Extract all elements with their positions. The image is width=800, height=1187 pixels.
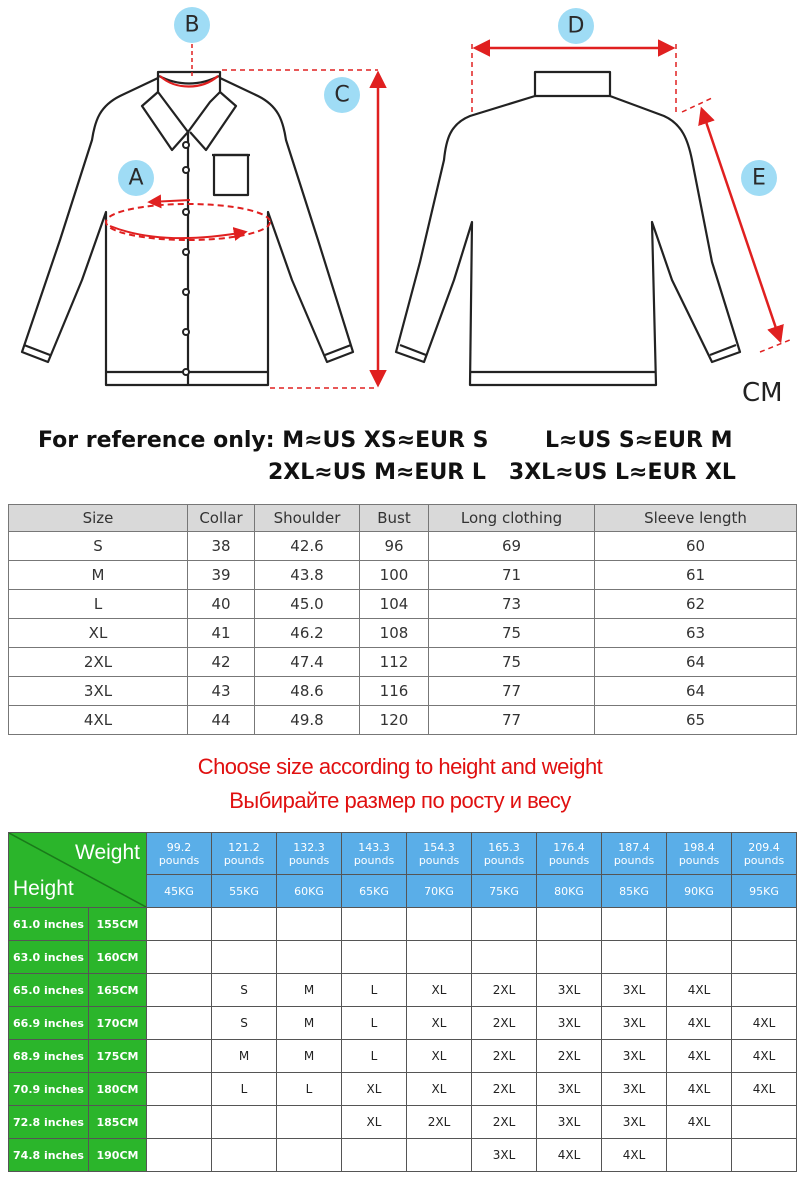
size-recommendation-cell xyxy=(407,941,472,974)
size-table-cell: 43 xyxy=(188,677,255,706)
weight-height-corner xyxy=(9,833,147,908)
size-recommendation-cell xyxy=(732,1106,797,1139)
height-row xyxy=(9,908,797,941)
size-table-cell: 43.8 xyxy=(255,561,360,590)
size-table-cell: 42.6 xyxy=(255,532,360,561)
size-recommendation-cell: 4XL xyxy=(667,1073,732,1106)
size-recommendation-cell xyxy=(342,941,407,974)
size-table-cell: 100 xyxy=(360,561,429,590)
pounds-header-cell: 99.2 pounds xyxy=(147,833,212,875)
size-table-header: Long clothing xyxy=(429,505,595,532)
size-recommendation-cell: 2XL xyxy=(472,1040,537,1073)
size-recommendation-cell xyxy=(602,908,667,941)
badge-e xyxy=(741,160,777,196)
size-recommendation-cell: 3XL xyxy=(537,1007,602,1040)
height-cm-cell: 185CM xyxy=(89,1106,147,1139)
size-table-cell: M xyxy=(9,561,188,590)
size-recommendation-cell: 3XL xyxy=(602,1106,667,1139)
height-inches-cell: 61.0 inches xyxy=(9,908,89,941)
height-inches-cell: 68.9 inches xyxy=(9,1040,89,1073)
size-table-cell: 38 xyxy=(188,532,255,561)
size-table-cell: 46.2 xyxy=(255,619,360,648)
size-recommendation-cell xyxy=(212,941,277,974)
size-recommendation-cell: 4XL xyxy=(732,1073,797,1106)
size-recommendation-cell: XL xyxy=(407,1007,472,1040)
height-weight-heading-en: Choose size according to height and weight xyxy=(197,754,603,779)
kg-header-cell: 85KG xyxy=(602,875,667,908)
size-recommendation-cell: 2XL xyxy=(537,1040,602,1073)
size-recommendation-cell xyxy=(277,1139,342,1172)
badge-b xyxy=(174,7,210,43)
size-recommendation-cell: XL xyxy=(342,1106,407,1139)
size-recommendation-cell: S xyxy=(212,974,277,1007)
size-recommendation-cell xyxy=(277,1106,342,1139)
size-recommendation-cell xyxy=(732,974,797,1007)
size-table-header: Sleeve length xyxy=(595,505,797,532)
size-recommendation-cell: 2XL xyxy=(472,1007,537,1040)
reference-line-2: 2XL≈US M≈EUR L 3XL≈US L≈EUR XL xyxy=(268,460,736,485)
height-cm-cell: 175CM xyxy=(89,1040,147,1073)
size-recommendation-cell: L xyxy=(342,1007,407,1040)
kg-header-cell: 80KG xyxy=(537,875,602,908)
size-table-cell: 65 xyxy=(595,706,797,735)
height-cm-cell: 190CM xyxy=(89,1139,147,1172)
height-row xyxy=(9,974,797,1007)
height-inches-cell: 74.8 inches xyxy=(9,1139,89,1172)
pounds-header-cell: 143.3 pounds xyxy=(342,833,407,875)
size-recommendation-cell: 4XL xyxy=(667,974,732,1007)
pounds-header-cell: 209.4 pounds xyxy=(732,833,797,875)
size-recommendation-cell: 4XL xyxy=(537,1139,602,1172)
size-table-cell: 77 xyxy=(429,706,595,735)
reference-line-1-left: For reference only: M≈US XS≈EUR S xyxy=(38,428,489,453)
height-inches-cell: 65.0 inches xyxy=(9,974,89,1007)
size-recommendation-cell xyxy=(407,908,472,941)
height-cm-cell: 170CM xyxy=(89,1007,147,1040)
size-recommendation-cell: M xyxy=(212,1040,277,1073)
size-table-cell: 45.0 xyxy=(255,590,360,619)
kg-header-cell: 65KG xyxy=(342,875,407,908)
pounds-header-cell: 154.3 pounds xyxy=(407,833,472,875)
pounds-header-cell: 121.2 pounds xyxy=(212,833,277,875)
size-recommendation-cell: 3XL xyxy=(602,1007,667,1040)
badge-d-label: D xyxy=(567,13,585,39)
size-table-cell: 40 xyxy=(188,590,255,619)
length-measure-line xyxy=(222,70,378,388)
size-recommendation-cell xyxy=(147,1106,212,1139)
size-table-cell: 39 xyxy=(188,561,255,590)
size-recommendation-cell: 3XL xyxy=(602,1040,667,1073)
size-table-cell: 120 xyxy=(360,706,429,735)
size-table-cell: 64 xyxy=(595,648,797,677)
size-table-cell: 108 xyxy=(360,619,429,648)
size-recommendation-cell: XL xyxy=(407,1040,472,1073)
size-recommendation-cell: 4XL xyxy=(667,1007,732,1040)
height-row xyxy=(9,1040,797,1073)
size-recommendation-cell xyxy=(407,1139,472,1172)
size-table-cell: S xyxy=(9,532,188,561)
size-recommendation-cell xyxy=(212,1139,277,1172)
size-table-header: Shoulder xyxy=(255,505,360,532)
height-weight-chart xyxy=(8,832,796,1182)
size-table-cell: 47.4 xyxy=(255,648,360,677)
size-table-header: Size xyxy=(9,505,188,532)
height-corner-label: Height xyxy=(13,877,74,900)
height-inches-cell: 63.0 inches xyxy=(9,941,89,974)
size-recommendation-cell: 2XL xyxy=(472,974,537,1007)
size-table-row xyxy=(9,677,797,706)
size-table-cell: 77 xyxy=(429,677,595,706)
size-table-cell: 44 xyxy=(188,706,255,735)
badge-c xyxy=(324,77,360,113)
size-recommendation-cell: 4XL xyxy=(732,1040,797,1073)
pounds-header-cell: 165.3 pounds xyxy=(472,833,537,875)
size-recommendation-cell xyxy=(277,908,342,941)
size-recommendation-cell: 3XL xyxy=(537,1073,602,1106)
shirt-measurement-diagram xyxy=(0,0,800,410)
size-recommendation-cell xyxy=(147,908,212,941)
size-recommendation-cell xyxy=(472,908,537,941)
size-recommendation-cell: XL xyxy=(407,974,472,1007)
size-table-row xyxy=(9,590,797,619)
size-table-cell: 75 xyxy=(429,648,595,677)
size-recommendation-cell: 3XL xyxy=(537,1106,602,1139)
size-table-cell: 61 xyxy=(595,561,797,590)
size-table-header: Collar xyxy=(188,505,255,532)
size-recommendation-cell xyxy=(537,908,602,941)
size-recommendation-cell xyxy=(732,1139,797,1172)
size-recommendation-cell: M xyxy=(277,1007,342,1040)
badge-e-label: E xyxy=(752,165,766,191)
size-table-row xyxy=(9,706,797,735)
badge-c-label: C xyxy=(334,82,350,108)
size-recommendation-cell: 4XL xyxy=(667,1040,732,1073)
size-table-row xyxy=(9,619,797,648)
height-cm-cell: 165CM xyxy=(89,974,147,1007)
collar-measure-line xyxy=(160,76,218,87)
size-recommendation-cell xyxy=(667,941,732,974)
shirt-front-drawing xyxy=(22,72,353,385)
size-recommendation-cell: L xyxy=(212,1073,277,1106)
badge-b-label: B xyxy=(184,12,200,38)
reference-line-1-right: L≈US S≈EUR M xyxy=(545,428,733,453)
badge-d xyxy=(558,8,594,44)
size-table-cell: 42 xyxy=(188,648,255,677)
size-recommendation-cell: 3XL xyxy=(602,974,667,1007)
size-recommendation-cell xyxy=(147,1007,212,1040)
pounds-header-cell: 198.4 pounds xyxy=(667,833,732,875)
pounds-header-cell: 132.3 pounds xyxy=(277,833,342,875)
size-recommendation-cell xyxy=(342,1139,407,1172)
pounds-header-cell: 187.4 pounds xyxy=(602,833,667,875)
size-recommendation-cell: 4XL xyxy=(732,1007,797,1040)
size-recommendation-cell xyxy=(147,974,212,1007)
size-recommendation-cell: 2XL xyxy=(472,1106,537,1139)
size-table-cell: 112 xyxy=(360,648,429,677)
size-recommendation-cell: 3XL xyxy=(602,1073,667,1106)
size-recommendation-cell: L xyxy=(277,1073,342,1106)
kg-header-cell: 55KG xyxy=(212,875,277,908)
size-recommendation-cell xyxy=(732,908,797,941)
kg-header-cell: 45KG xyxy=(147,875,212,908)
size-recommendation-cell: 2XL xyxy=(472,1073,537,1106)
size-table-cell: 73 xyxy=(429,590,595,619)
height-row xyxy=(9,941,797,974)
size-recommendation-cell xyxy=(537,941,602,974)
badge-a xyxy=(118,160,154,196)
size-recommendation-cell xyxy=(212,1106,277,1139)
height-inches-cell: 70.9 inches xyxy=(9,1073,89,1106)
size-table-cell: XL xyxy=(9,619,188,648)
size-table-cell: 116 xyxy=(360,677,429,706)
size-table-cell: 49.8 xyxy=(255,706,360,735)
size-table-cell: 104 xyxy=(360,590,429,619)
size-table-cell: 60 xyxy=(595,532,797,561)
kg-header-cell: 90KG xyxy=(667,875,732,908)
height-row xyxy=(9,1139,797,1172)
height-row xyxy=(9,1007,797,1040)
size-table-cell: 96 xyxy=(360,532,429,561)
size-recommendation-cell xyxy=(147,1139,212,1172)
size-recommendation-cell: M xyxy=(277,1040,342,1073)
kg-header-cell: 70KG xyxy=(407,875,472,908)
size-recommendation-cell xyxy=(472,941,537,974)
size-recommendation-cell xyxy=(147,1073,212,1106)
size-table-cell: 69 xyxy=(429,532,595,561)
height-row xyxy=(9,1073,797,1106)
size-table-cell: 48.6 xyxy=(255,677,360,706)
size-table-cell: 63 xyxy=(595,619,797,648)
size-table xyxy=(8,504,797,735)
sleeve-measure-line xyxy=(682,98,790,352)
size-table-cell: 41 xyxy=(188,619,255,648)
size-recommendation-cell: L xyxy=(342,1040,407,1073)
kg-header-cell: 95KG xyxy=(732,875,797,908)
size-recommendation-cell xyxy=(147,941,212,974)
weight-corner-label: Weight xyxy=(75,841,140,864)
shoulder-measure-line xyxy=(472,44,676,114)
size-table-row xyxy=(9,561,797,590)
size-table-cell: 3XL xyxy=(9,677,188,706)
size-recommendation-cell xyxy=(667,1139,732,1172)
size-table-cell: 75 xyxy=(429,619,595,648)
size-recommendation-cell xyxy=(602,941,667,974)
size-recommendation-cell xyxy=(342,908,407,941)
height-inches-cell: 66.9 inches xyxy=(9,1007,89,1040)
height-weight-table xyxy=(8,832,797,1172)
size-table-cell: L xyxy=(9,590,188,619)
size-table-cell: 62 xyxy=(595,590,797,619)
size-table-header: Bust xyxy=(360,505,429,532)
size-recommendation-cell: XL xyxy=(342,1073,407,1106)
size-recommendation-cell xyxy=(667,908,732,941)
height-weight-heading-ru: Выбирайте размер по росту и весу xyxy=(229,788,571,813)
size-recommendation-cell: XL xyxy=(407,1073,472,1106)
size-table-row xyxy=(9,532,797,561)
size-recommendation-cell xyxy=(212,908,277,941)
height-row xyxy=(9,1106,797,1139)
pounds-header-row xyxy=(9,833,797,875)
height-cm-cell: 180CM xyxy=(89,1073,147,1106)
size-table-header-row xyxy=(9,505,797,532)
kg-header-cell: 60KG xyxy=(277,875,342,908)
kg-header-cell: 75KG xyxy=(472,875,537,908)
size-recommendation-cell: M xyxy=(277,974,342,1007)
size-table-cell: 4XL xyxy=(9,706,188,735)
size-recommendation-cell: 3XL xyxy=(537,974,602,1007)
height-inches-cell: 72.8 inches xyxy=(9,1106,89,1139)
size-table-cell: 2XL xyxy=(9,648,188,677)
unit-label: CM xyxy=(742,378,783,408)
height-cm-cell: 155CM xyxy=(89,908,147,941)
badge-a-label: A xyxy=(128,165,144,191)
size-recommendation-cell: S xyxy=(212,1007,277,1040)
pounds-header-cell: 176.4 pounds xyxy=(537,833,602,875)
size-recommendation-cell xyxy=(277,941,342,974)
shirt-back-drawing xyxy=(396,72,740,385)
size-recommendation-cell: 4XL xyxy=(602,1139,667,1172)
size-table-cell: 71 xyxy=(429,561,595,590)
height-cm-cell: 160CM xyxy=(89,941,147,974)
size-recommendation-cell: 4XL xyxy=(667,1106,732,1139)
size-recommendation-cell: 2XL xyxy=(407,1106,472,1139)
size-recommendation-cell: L xyxy=(342,974,407,1007)
size-recommendation-cell xyxy=(147,1040,212,1073)
size-table-row xyxy=(9,648,797,677)
size-table-cell: 64 xyxy=(595,677,797,706)
size-recommendation-cell: 3XL xyxy=(472,1139,537,1172)
size-recommendation-cell xyxy=(732,941,797,974)
